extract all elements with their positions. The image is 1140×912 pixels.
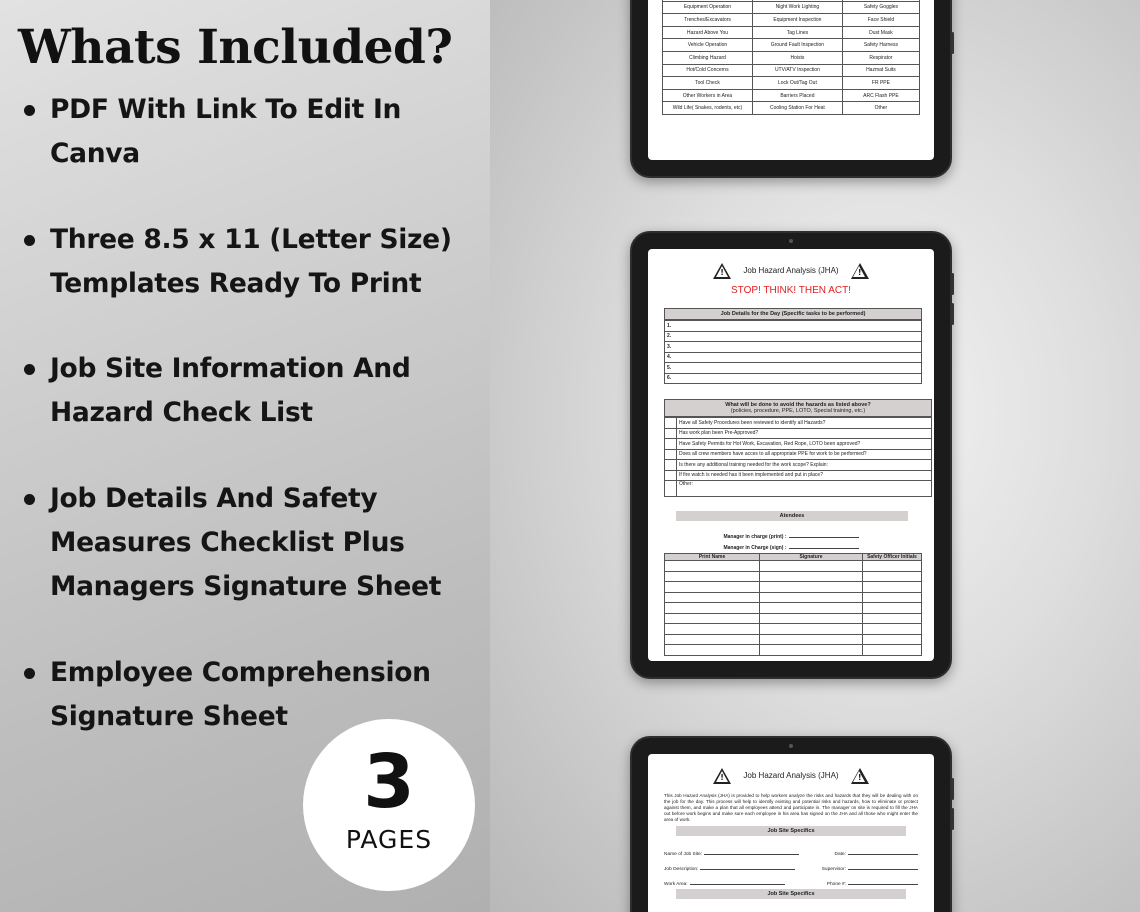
hazard-cell: Vehicle Operation	[663, 39, 753, 52]
safety-check-row	[665, 481, 932, 497]
job-detail-row	[665, 331, 922, 342]
hazard-cell: Respirator	[842, 51, 919, 64]
job-detail-number: 4.	[665, 352, 922, 363]
signature-cell	[665, 571, 760, 582]
signature-cell	[862, 634, 921, 645]
signature-cell	[665, 645, 760, 656]
warning-icon	[851, 263, 869, 279]
signature-cell	[665, 613, 760, 624]
signature-row	[665, 634, 922, 645]
manager-sign-line	[789, 544, 859, 549]
hazard-row	[663, 51, 920, 64]
signature-table	[664, 553, 922, 656]
bullet-icon	[24, 105, 35, 116]
doc-title: Job Hazard Analysis (JHA)	[743, 771, 839, 781]
signature-cell	[862, 561, 921, 572]
hazard-checklist-table	[662, 0, 920, 115]
feature-item	[24, 347, 411, 435]
feature-item	[24, 218, 452, 306]
signature-row	[665, 561, 922, 572]
manager-print-field	[648, 533, 934, 540]
signature-cell	[862, 592, 921, 603]
signature-cell	[862, 582, 921, 593]
hazard-cell: Other Workers in Area	[663, 89, 753, 102]
signature-cell	[862, 603, 921, 614]
hazard-cell: Equipment Inspection	[752, 14, 842, 27]
hazard-cell: Face Shield	[842, 14, 919, 27]
manager-print-label: Manager in charge (print) :	[723, 534, 787, 540]
bullet-icon	[24, 235, 35, 246]
attendees-header: Atendees	[676, 511, 908, 521]
tablet-side-button	[951, 273, 954, 295]
doc-title-row	[648, 768, 934, 784]
signature-row	[665, 624, 922, 635]
signature-cell	[862, 624, 921, 635]
hazard-cell: UTV/ATV Inspection	[752, 64, 842, 77]
signature-cell	[760, 603, 863, 614]
field-line	[700, 865, 795, 870]
hazard-cell: Equipment Operation	[663, 1, 753, 14]
field-line	[690, 880, 785, 885]
hazard-cell: Tag Lines	[752, 26, 842, 39]
safety-check-text: If fire watch is needed has it been implemented and put in place?	[677, 470, 932, 481]
avoid-section	[664, 399, 932, 497]
hazard-cell: Climbing Hazard	[663, 51, 753, 64]
field-line	[704, 850, 799, 855]
avoid-header	[664, 399, 932, 417]
hazard-cell: Wild Life( Snakes, rodents, etc)	[663, 102, 753, 115]
tablet-jha-details	[630, 231, 952, 679]
col-print-name: Print Name	[665, 554, 760, 561]
hazard-cell: Trenches/Excavators	[663, 14, 753, 27]
hazard-row	[663, 39, 920, 52]
field-line	[848, 880, 918, 885]
signature-cell	[862, 645, 921, 656]
tablet-hazard-checklist	[630, 0, 952, 178]
safety-check-row	[665, 449, 932, 460]
job-detail-number: 1.	[665, 321, 922, 332]
signature-cell	[862, 613, 921, 624]
manager-sign-label: Manager in Charge (sign) :	[723, 545, 787, 551]
hazard-row	[663, 77, 920, 90]
signature-cell	[665, 603, 760, 614]
hazard-cell: Cooling Station For Heat	[752, 102, 842, 115]
field-job-description: Job Description:	[664, 865, 795, 872]
signature-row	[665, 645, 922, 656]
intro-paragraph: This Job Hazard Analysis (JHA) is provided to help workers analyze the risks and hazards that they will be dealing with on the job for the day. This process will help to identify existing and potential risks and hazards, how to eliminate or protect against them, and make a plan that all employees attend and participate in. The manager on site is required to fill the JHA out before work begins and make sure each employee in his area has signed on the JHA and all those who might enter the area of work.	[664, 793, 918, 822]
hazard-row	[663, 89, 920, 102]
headline: Whats Included?	[18, 20, 453, 75]
field-row	[664, 865, 918, 872]
hazard-cell: FR PPE	[842, 77, 919, 90]
tablet-side-button	[951, 32, 954, 54]
safety-check-text: Have all Safety Procedures been reviewed to identify all Hazards?	[677, 418, 932, 429]
field-line	[848, 850, 918, 855]
safety-check-row	[665, 418, 932, 429]
camera-icon	[789, 239, 793, 243]
tablet-screen	[648, 754, 934, 912]
checkbox[interactable]	[665, 481, 677, 497]
tablet-jha-intro	[630, 736, 952, 912]
field-work-area: Work Area:	[664, 880, 785, 887]
signature-cell	[760, 613, 863, 624]
camera-icon	[789, 744, 793, 748]
feature-text: Job Details And Safety Measures Checklist Plus Managers Signature Sheet	[50, 483, 442, 602]
signature-cell	[760, 624, 863, 635]
hazard-row	[663, 26, 920, 39]
bullet-icon	[24, 494, 35, 505]
field-row	[664, 880, 918, 887]
hazard-row	[663, 1, 920, 14]
bullet-icon	[24, 364, 35, 375]
hazard-cell: Safety Goggles	[842, 1, 919, 14]
job-detail-number: 3.	[665, 342, 922, 353]
stop-slogan: STOP! THINK! THEN ACT!	[730, 285, 852, 296]
doc-title-row	[648, 263, 934, 279]
signature-cell	[760, 582, 863, 593]
signature-cell	[862, 571, 921, 582]
signature-cell	[760, 571, 863, 582]
checkbox[interactable]	[665, 439, 677, 450]
hazard-cell: Barriers Placed	[752, 89, 842, 102]
field-row	[664, 850, 918, 857]
col-signature: Signature	[760, 554, 863, 561]
hazard-row	[663, 64, 920, 77]
checkbox[interactable]	[665, 449, 677, 460]
signature-cell	[760, 561, 863, 572]
signature-row	[665, 571, 922, 582]
manager-sign-field	[648, 544, 934, 551]
feature-text: PDF With Link To Edit In Canva	[50, 94, 402, 169]
doc-title: Job Hazard Analysis (JHA)	[743, 266, 839, 276]
hazard-cell: Tool Check	[663, 77, 753, 90]
warning-icon	[713, 768, 731, 784]
job-detail-number: 6.	[665, 373, 922, 384]
hazard-cell: Ground Fault Inspection	[752, 39, 842, 52]
field-line	[848, 865, 918, 870]
signature-row	[665, 603, 922, 614]
tablet-screen	[648, 0, 934, 160]
checkbox[interactable]	[665, 428, 677, 439]
job-details-section	[664, 308, 922, 384]
safety-check-row	[665, 428, 932, 439]
job-detail-row	[665, 373, 922, 384]
signature-row	[665, 582, 922, 593]
feature-item	[24, 88, 401, 176]
hazard-cell: Dust Mask	[842, 26, 919, 39]
hazard-cell: Hazmat Suits	[842, 64, 919, 77]
checkbox[interactable]	[665, 418, 677, 429]
tablet-side-button	[951, 303, 954, 325]
hazard-cell: Night Work Lighting	[752, 1, 842, 14]
hazard-cell: Other	[842, 102, 919, 115]
feature-text: Job Site Information And Hazard Check List	[50, 353, 411, 428]
signature-cell	[665, 582, 760, 593]
warning-icon	[851, 768, 869, 784]
job-site-specifics-header-2: Job Site Specifics	[676, 889, 906, 899]
signature-cell	[665, 561, 760, 572]
safety-check-text: Is there any additional training needed for the work scope? Explain:	[677, 460, 932, 471]
job-site-fields	[664, 850, 918, 887]
signature-row	[665, 592, 922, 603]
job-details-header: Job Details for the Day (Specific tasks to be performed)	[664, 308, 922, 320]
signature-cell	[760, 592, 863, 603]
signature-cell	[665, 624, 760, 635]
feature-item	[24, 477, 441, 609]
signature-cell	[665, 592, 760, 603]
job-detail-row	[665, 321, 922, 332]
safety-check-text: Does all crew members have acces to all appropriate PPE for work to be performed?	[677, 449, 932, 460]
warning-icon	[713, 263, 731, 279]
hazard-cell: Hazard Above You	[663, 26, 753, 39]
safety-check-row	[665, 470, 932, 481]
pages-label: PAGES	[345, 825, 433, 854]
avoid-title: What will be done to avoid the hazards as listed above?	[725, 402, 871, 408]
safety-check-text: Has work plan been Pre-Approved?	[677, 428, 932, 439]
bullet-icon	[24, 668, 35, 679]
hazard-cell: Hot/Cold Concerns	[663, 64, 753, 77]
hazard-cell: Safety Harness	[842, 39, 919, 52]
tablet-side-button	[951, 808, 954, 830]
safety-check-text: Other:	[677, 481, 932, 497]
hazard-cell: ARC Flash PPE	[842, 89, 919, 102]
feature-text: Employee Comprehension Signature Sheet	[50, 657, 431, 732]
pages-count: 3	[363, 739, 415, 825]
safety-check-text: Have Safety Permits for Hot Work, Excavation, Red Rope, LOTO been approved?	[677, 439, 932, 450]
field-supervisor: Supervisor:	[822, 865, 918, 872]
job-detail-row	[665, 363, 922, 374]
hazard-cell: Hoists	[752, 51, 842, 64]
feature-text: Three 8.5 x 11 (Letter Size) Templates Ready To Print	[50, 224, 452, 299]
field-job-site: Name of Job Site:	[664, 850, 799, 857]
tablet-side-button	[951, 778, 954, 800]
hazard-row	[663, 102, 920, 115]
hazard-cell: Lock Out/Tag Out	[752, 77, 842, 90]
manager-print-line	[789, 533, 859, 538]
checkbox[interactable]	[665, 470, 677, 481]
col-safety-officer: Safety Officer Initials	[862, 554, 921, 561]
tablet-screen	[648, 249, 934, 661]
signature-cell	[760, 634, 863, 645]
job-site-specifics-header: Job Site Specifics	[676, 826, 906, 836]
hazard-row	[663, 14, 920, 27]
job-detail-row	[665, 352, 922, 363]
job-detail-number: 5.	[665, 363, 922, 374]
safety-check-row	[665, 460, 932, 471]
field-date: Date:	[835, 850, 918, 857]
pages-badge	[303, 719, 475, 891]
field-phone: Phone #:	[827, 880, 918, 887]
safety-check-row	[665, 439, 932, 450]
signature-cell	[760, 645, 863, 656]
avoid-subtitle: (policies, procedure, PPE, LOTO, Special training, etc.)	[730, 408, 866, 414]
job-detail-row	[665, 342, 922, 353]
checkbox[interactable]	[665, 460, 677, 471]
signature-cell	[665, 634, 760, 645]
signature-header-row	[665, 554, 922, 561]
signature-row	[665, 613, 922, 624]
job-detail-number: 2.	[665, 331, 922, 342]
